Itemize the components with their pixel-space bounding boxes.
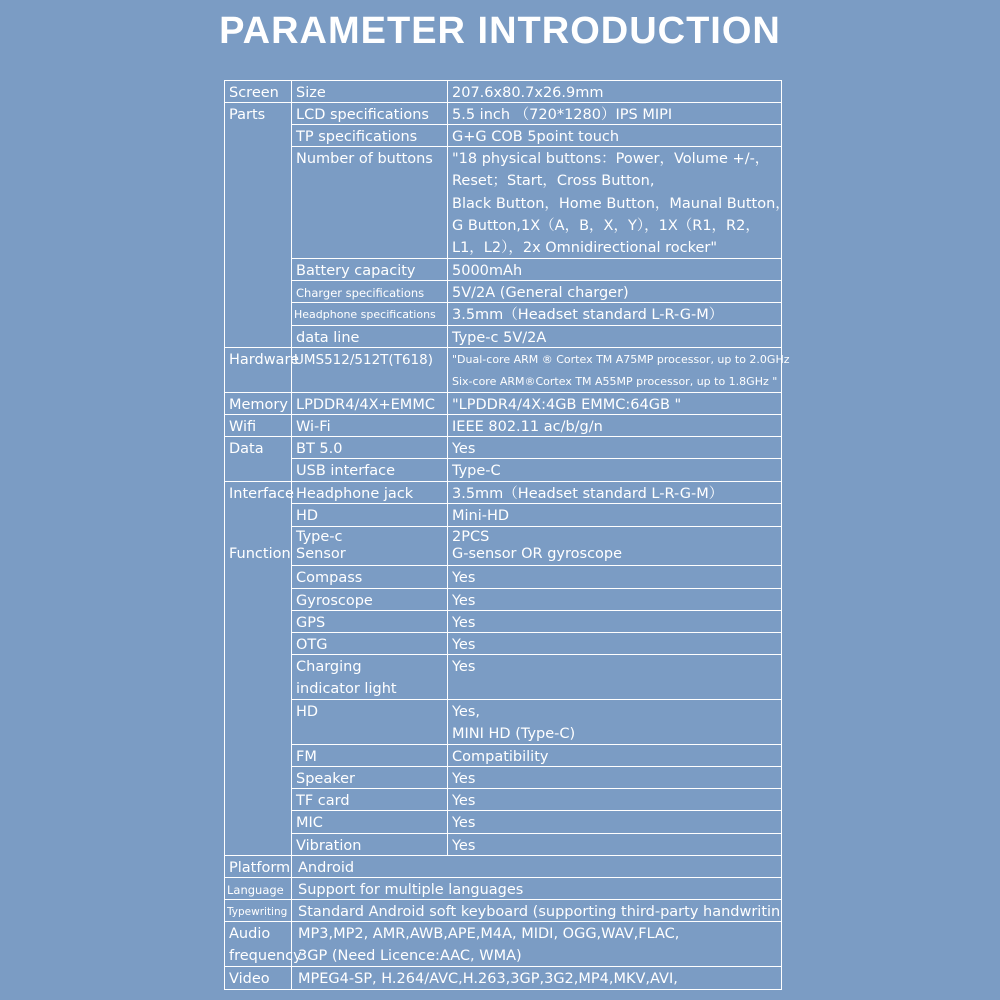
value-mic: Yes bbox=[447, 810, 782, 834]
cat-parts: Parts bbox=[224, 102, 292, 348]
label-gyroscope: Gyroscope bbox=[291, 588, 448, 611]
label-memory: LPDDR4/4X+EMMC bbox=[291, 392, 448, 415]
value-hd2: Yes, MINI HD (Type-C) bbox=[447, 699, 782, 745]
cat-hardware: Hardware bbox=[224, 347, 292, 393]
label-hd2: HD bbox=[291, 699, 448, 745]
value-tf: Yes bbox=[447, 788, 782, 811]
value-charger: 5V/2A (General charger) bbox=[447, 280, 782, 303]
cat-platform: Platform bbox=[224, 855, 292, 878]
label-typec-sensor: Type-c Sensor bbox=[291, 526, 448, 566]
value-compass: Yes bbox=[447, 565, 782, 589]
label-charger: Charger specifications bbox=[291, 280, 448, 303]
label-lcd: LCD specifications bbox=[291, 102, 448, 125]
label-usb: USB interface bbox=[291, 458, 448, 482]
value-audio: MP3,MP2, AMR,AWB,APE,M4A, MIDI, OGG,WAV,FLAC, 3GP (Need Licence:AAC, WMA) bbox=[291, 921, 782, 967]
label-otg: OTG bbox=[291, 632, 448, 655]
label-battery: Battery capacity bbox=[291, 258, 448, 281]
value-vibration: Yes bbox=[447, 833, 782, 856]
label-tp: TP specifications bbox=[291, 124, 448, 147]
label-compass: Compass bbox=[291, 565, 448, 589]
value-fm: Compatibility bbox=[447, 744, 782, 767]
value-buttons: "18 physical buttons：Power，Volume +/-， Reset；Start，Cross Button, Black Button，Home Button，Maunal Button， G Button,1X（A，B，X，Y），1X（R1，R2， L1，L2），2x Omnidirectional rocker" bbox=[447, 146, 782, 259]
label-dataline: data line bbox=[291, 325, 448, 348]
label-gps: GPS bbox=[291, 610, 448, 633]
value-headphone-spec: 3.5mm（Headset standard L-R-G-M） bbox=[447, 302, 782, 326]
label-vibration: Vibration bbox=[291, 833, 448, 856]
cat-language: Language bbox=[224, 877, 292, 900]
label-headphone-jack: Headphone jack bbox=[291, 481, 448, 504]
value-gyroscope: Yes bbox=[447, 588, 782, 611]
value-typewriting: Standard Android soft keyboard (supporting third-party handwritin bbox=[291, 899, 782, 922]
cat-audio: Audio frequency bbox=[224, 921, 292, 967]
value-cpu: "Dual-core ARM ® Cortex TM A75MP processor, up to 2.0GHz Six-core ARM®Cortex TM A55MP processor, up to 1.8GHz " bbox=[447, 347, 782, 393]
value-hd1: Mini-HD bbox=[447, 503, 782, 527]
label-mic: MIC bbox=[291, 810, 448, 834]
label-size: Size bbox=[291, 80, 448, 103]
label-tf: TF card bbox=[291, 788, 448, 811]
label-buttons: Number of buttons bbox=[291, 146, 448, 259]
value-headphone-jack: 3.5mm（Headset standard L-R-G-M） bbox=[447, 481, 782, 504]
page-title: PARAMETER INTRODUCTION bbox=[219, 10, 781, 52]
label-charging: Charging indicator light bbox=[291, 654, 448, 700]
cat-function: Function bbox=[224, 503, 292, 856]
cat-screen: Screen bbox=[224, 80, 292, 103]
label-fm: FM bbox=[291, 744, 448, 767]
value-language: Support for multiple languages bbox=[291, 877, 782, 900]
value-battery: 5000mAh bbox=[447, 258, 782, 281]
cat-data: Data bbox=[224, 436, 292, 482]
value-tp: G+G COB 5point touch bbox=[447, 124, 782, 147]
value-lcd: 5.5 inch （720*1280）IPS MIPI bbox=[447, 102, 782, 125]
value-gps: Yes bbox=[447, 610, 782, 633]
cat-interface: Interface bbox=[224, 481, 292, 504]
value-size: 207.6x80.7x26.9mm bbox=[447, 80, 782, 103]
value-speaker: Yes bbox=[447, 766, 782, 789]
value-usb: Type-C bbox=[447, 458, 782, 482]
value-charging: Yes bbox=[447, 654, 782, 700]
cat-wifi: Wifi bbox=[224, 414, 292, 437]
value-otg: Yes bbox=[447, 632, 782, 655]
value-typec-sensor: 2PCS G-sensor OR gyroscope bbox=[447, 526, 782, 566]
value-wifi: IEEE 802.11 ac/b/g/n bbox=[447, 414, 782, 437]
label-hd1: HD bbox=[291, 503, 448, 527]
value-video: MPEG4-SP, H.264/AVC,H.263,3GP,3G2,MP4,MKV,AVI, bbox=[291, 966, 782, 990]
value-bt: Yes bbox=[447, 436, 782, 459]
value-platform: Android bbox=[291, 855, 782, 878]
value-dataline: Type-c 5V/2A bbox=[447, 325, 782, 348]
cat-typewriting: Typewriting bbox=[224, 899, 292, 922]
cat-memory: Memory bbox=[224, 392, 292, 415]
label-wifi: Wi-Fi bbox=[291, 414, 448, 437]
value-memory: "LPDDR4/4X:4GB EMMC:64GB " bbox=[447, 392, 782, 415]
label-bt: BT 5.0 bbox=[291, 436, 448, 459]
cat-video: Video bbox=[224, 966, 292, 990]
label-speaker: Speaker bbox=[291, 766, 448, 789]
label-headphone-spec: Headphone specifications bbox=[291, 302, 448, 326]
label-cpu: UMS512/512T(T618) bbox=[291, 347, 448, 393]
